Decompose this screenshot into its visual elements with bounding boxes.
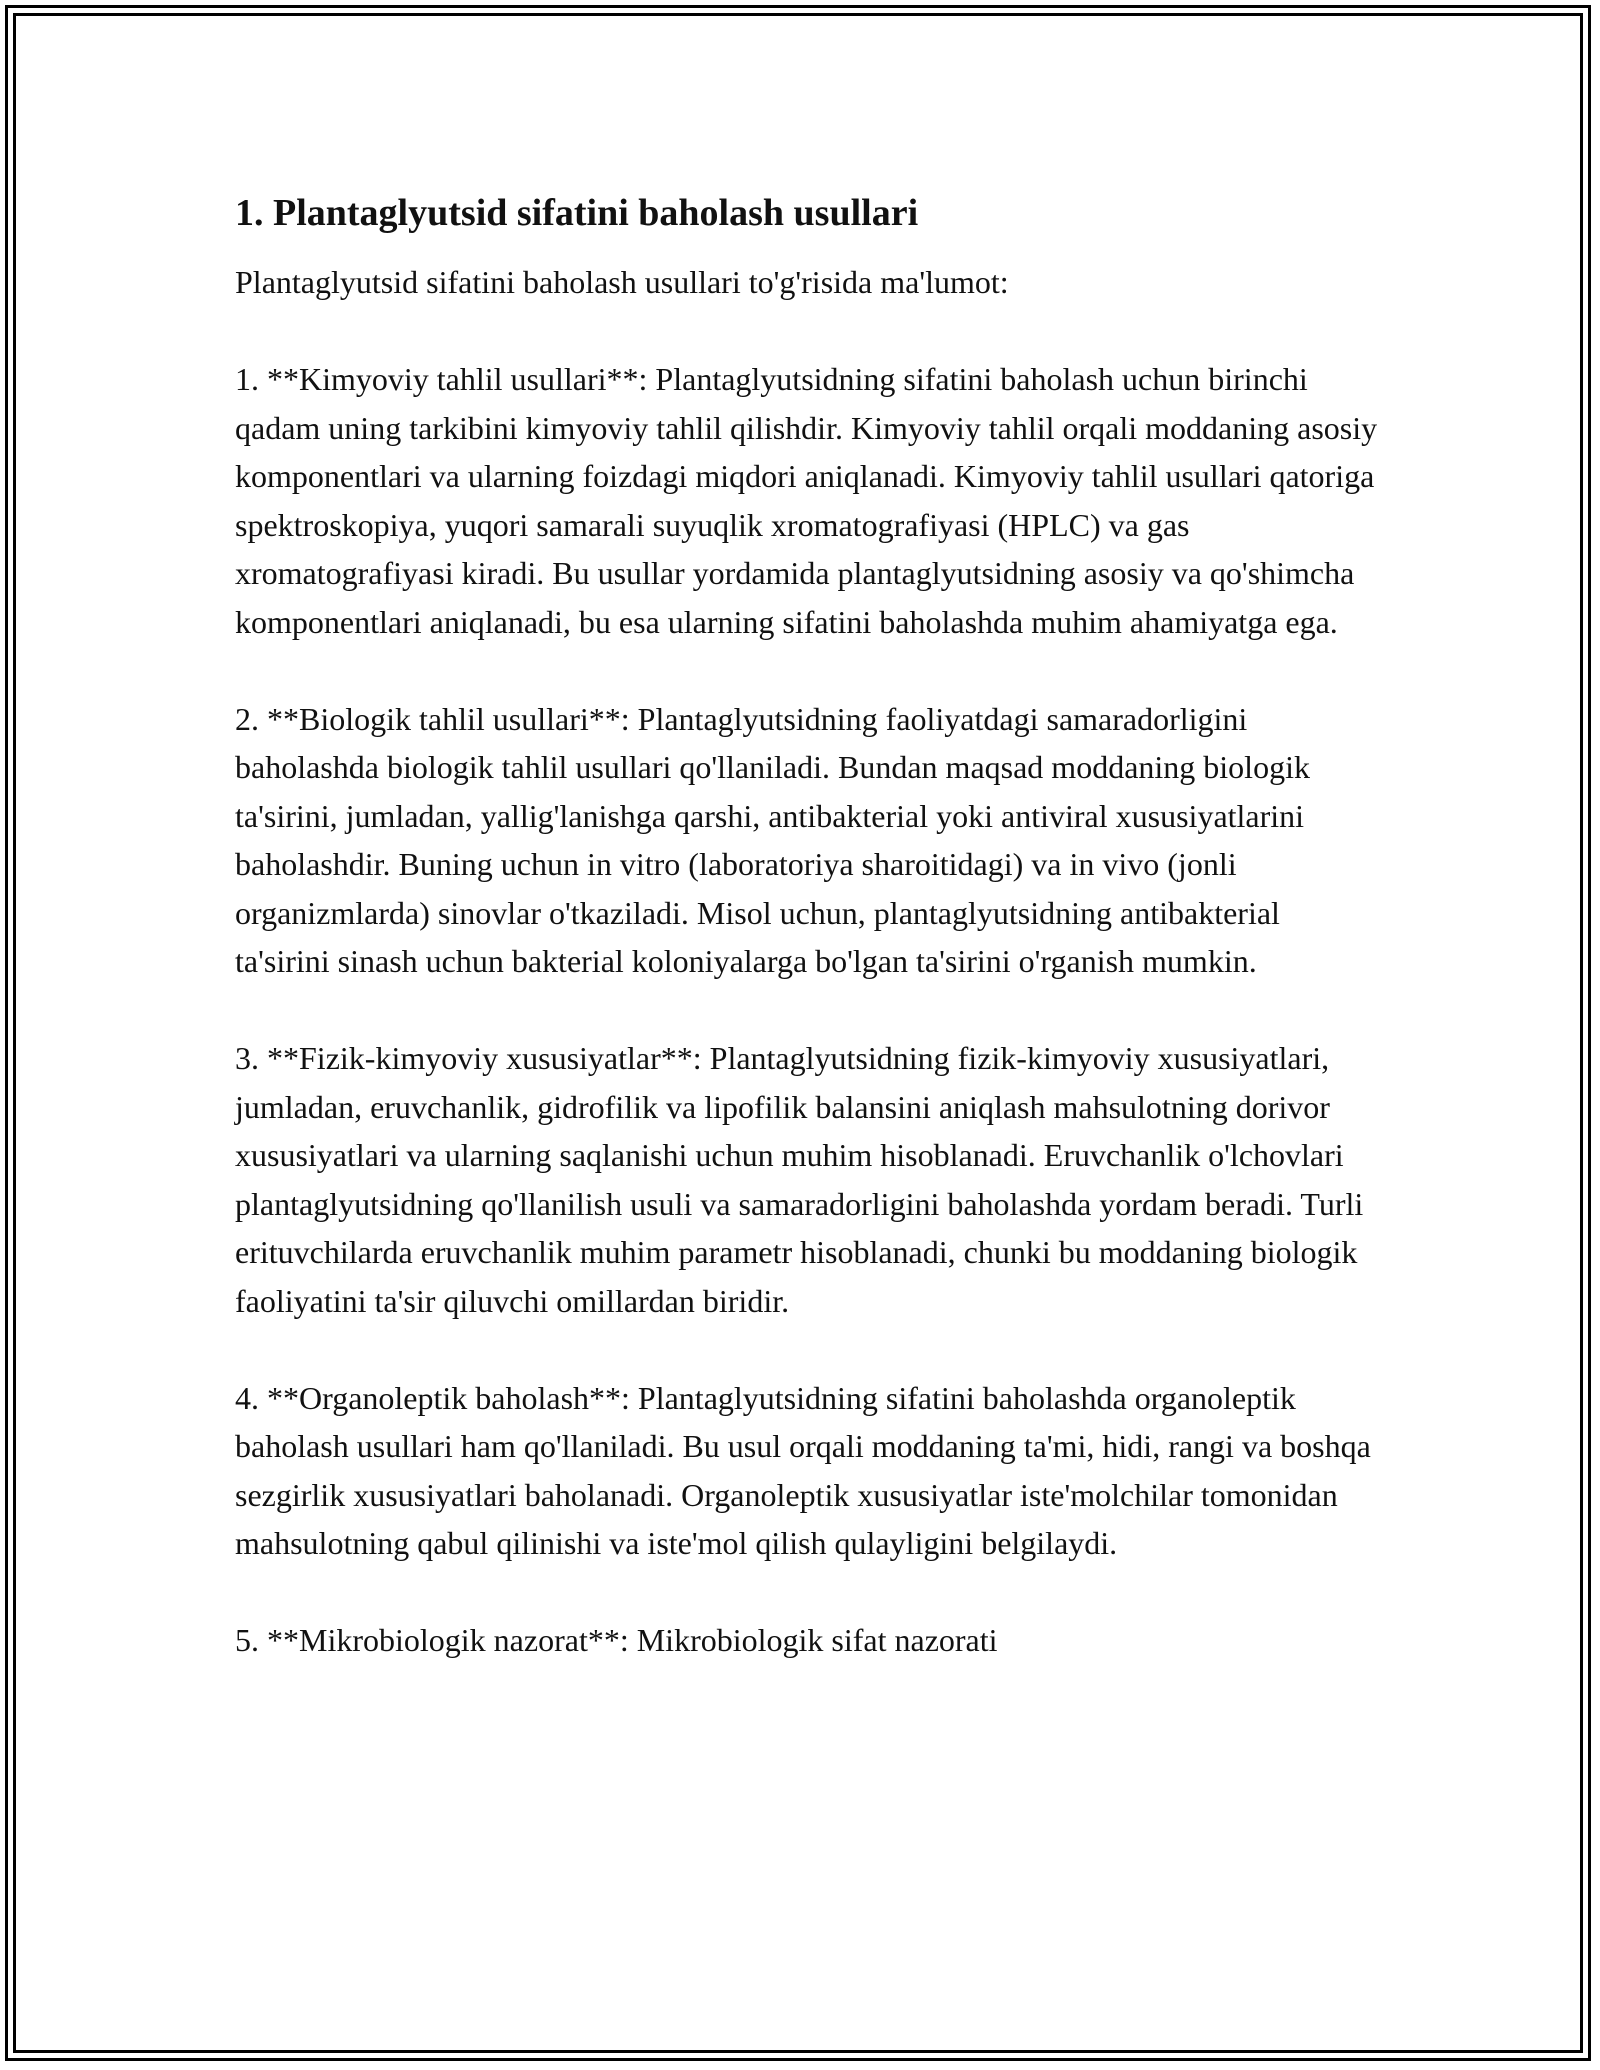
paragraph-physicochemical-properties: 3. **Fizik-kimyoviy xususiyatlar**: Plantaglyutsidning fizik-kimyoviy xususiyatlari, jumladan, eruvchanlik, gidrofilik va lipofilik balansini aniqlash mahsulotning dorivor xususiyatlari va ularning saqlanishi uchun muhim hisoblanadi. Eruvchanlik o'lchovlari plantaglyutsidning qo'llanilish usuli va samaradorligini baholashda yordam beradi. Turli erituvchilarda eruvchanlik muhim parametr hisoblanadi, chunki bu moddaning biologik faoliyatini ta'sir qiluvchi omillardan biridir. [235,1040,1364,1319]
paragraph-microbiological-control: 5. **Mikrobiologik nazorat**: Mikrobiologik sifat nazorati [235,1622,998,1658]
intro-paragraph: Plantaglyutsid sifatini baholash usullari to'g'risida ma'lumot: [235,264,1009,300]
document-title: 1. Plantaglyutsid sifatini baholash usullari [235,192,919,234]
paragraph-biological-analysis: 2. **Biologik tahlil usullari**: Plantaglyutsidning faoliyatdagi samaradorligini baholashda biologik tahlil usullari qo'llaniladi. Bundan maqsad moddaning biologik ta'sirini, jumladan, yallig'lanishga qarshi, antibakterial yoki antiviral xususiyatlarini baholashdir. Buning uchun in vitro (laboratoriya sharoitidagi) va in vivo (jonli organizmlarda) sinovlar o'tkaziladi. Misol uchun, plantaglyutsidning antibakterial ta'sirini sinash uchun bakterial koloniyalarga bo'lgan ta'sirini o'rganish mumkin. [235,700,1310,979]
paragraph-chemical-analysis: 1. **Kimyoviy tahlil usullari**: Plantaglyutsidning sifatini baholash uchun birinchi qadam uning tarkibini kimyoviy tahlil qilishdir. Kimyoviy tahlil orqali moddaning asosiy komponentlari va ularning foizdagi miqdori aniqlanadi. Kimyoviy tahlil usullari qatoriga spektroskopiya, yuqori samarali suyuqlik xromatografiyasi (HPLC) va gas xromatografiyasi kiradi. Bu usullar yordamida plantaglyutsidning asosiy va qo'shimcha komponentlari aniqlanadi, bu esa ularning sifatini baholashda muhim ahamiyatga ega. [235,361,1378,640]
paragraph-organoleptic-evaluation: 4. **Organoleptik baholash**: Plantaglyutsidning sifatini baholashda organoleptik baholash usullari ham qo'llaniladi. Bu usul orqali moddaning ta'mi, hidi, rangi va boshqa sezgirlik xususiyatlari baholanadi. Organoleptik xususiyatlar iste'molchilar tomonidan mahsulotning qabul qilinishi va iste'mol qilish qulayligini belgilaydi. [235,1379,1371,1561]
document-body [235,186,1380,1713]
